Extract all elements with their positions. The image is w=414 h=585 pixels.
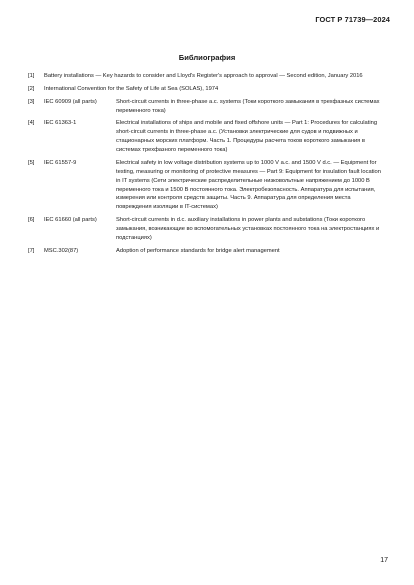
reference-number: [5] [28, 159, 35, 166]
reference-standard-id: IEC 61660 (all parts) [44, 217, 97, 224]
reference-text: Short-circuit currents in d.c. auxiliary installations in power plants and substations (Токи короткого замыкания, возникающие во вспомогательных установках постоянного тока на электростанциях и подстанциях) [116, 217, 380, 241]
bibliography-item [28, 72, 384, 81]
document-code: ГОСТ Р 71739—2024 [315, 15, 390, 24]
reference-number: [7] [28, 247, 35, 254]
page-number: 17 [380, 557, 388, 564]
reference-standard-id: MSC.302(87) [44, 247, 79, 254]
reference-text: Short-circuit currents in three-phase a.c. systems (Токи короткого замыкания в трехфазных системах переменного тока) [116, 98, 380, 114]
bibliography-item [28, 85, 384, 94]
reference-number: [1] [28, 73, 35, 79]
reference-text: Electrical installations of ships and mobile and fixed offshore units — Part 1: Procedures for calculating short-circuit currents in three-phase a.c. (Установки электрические для судов и подвижных и стационарных морских платформ. Часть 1. Процедуры расчета токов короткого замыкания в системах трехфазного переменного тока) [116, 120, 378, 154]
reference-standard-id: IEC 60909 (all parts) [44, 98, 97, 105]
reference-text: International Convention for the Safety of Life at Sea (SOLAS), 1974 [44, 85, 219, 92]
bibliography-item [28, 98, 384, 116]
reference-number: [6] [28, 217, 35, 224]
reference-standard-id: IEC 61557-9 [44, 159, 77, 166]
bibliography-list [28, 72, 384, 260]
reference-number: [3] [28, 98, 35, 105]
reference-number: [4] [28, 120, 35, 127]
bibliography-item [28, 119, 384, 155]
reference-text: Electrical safety in low voltage distribution systems up to 1000 V a.c. and 1500 V d.c. — Equipment for testing, measuring or monitoring of protective measures — Part 9: Equipment for insulation fault location in IT systems (Сети электрические распределительные низковольтные напряжением до 1000 В переменного тока и 1500 В постоянного тока. Электробезопасность. Аппаратура для испытания, измерения или контроля средств защиты. Часть 9. Аппаратура для определения места повреждения изоляции в IT-системах) [116, 159, 381, 211]
reference-number: [2] [28, 85, 35, 92]
reference-text: Battery installations — Key hazards to consider and Lloyd's Register's approach to approval — Second edition, January 2016 [44, 73, 363, 79]
reference-text: Adoption of performance standards for bridge alert management [116, 247, 280, 254]
bibliography-item [28, 216, 384, 243]
bibliography-item [28, 159, 384, 212]
bibliography-item [28, 247, 384, 256]
reference-standard-id: IEC 61363-1 [44, 120, 77, 127]
page-title: Библиография [178, 53, 236, 62]
